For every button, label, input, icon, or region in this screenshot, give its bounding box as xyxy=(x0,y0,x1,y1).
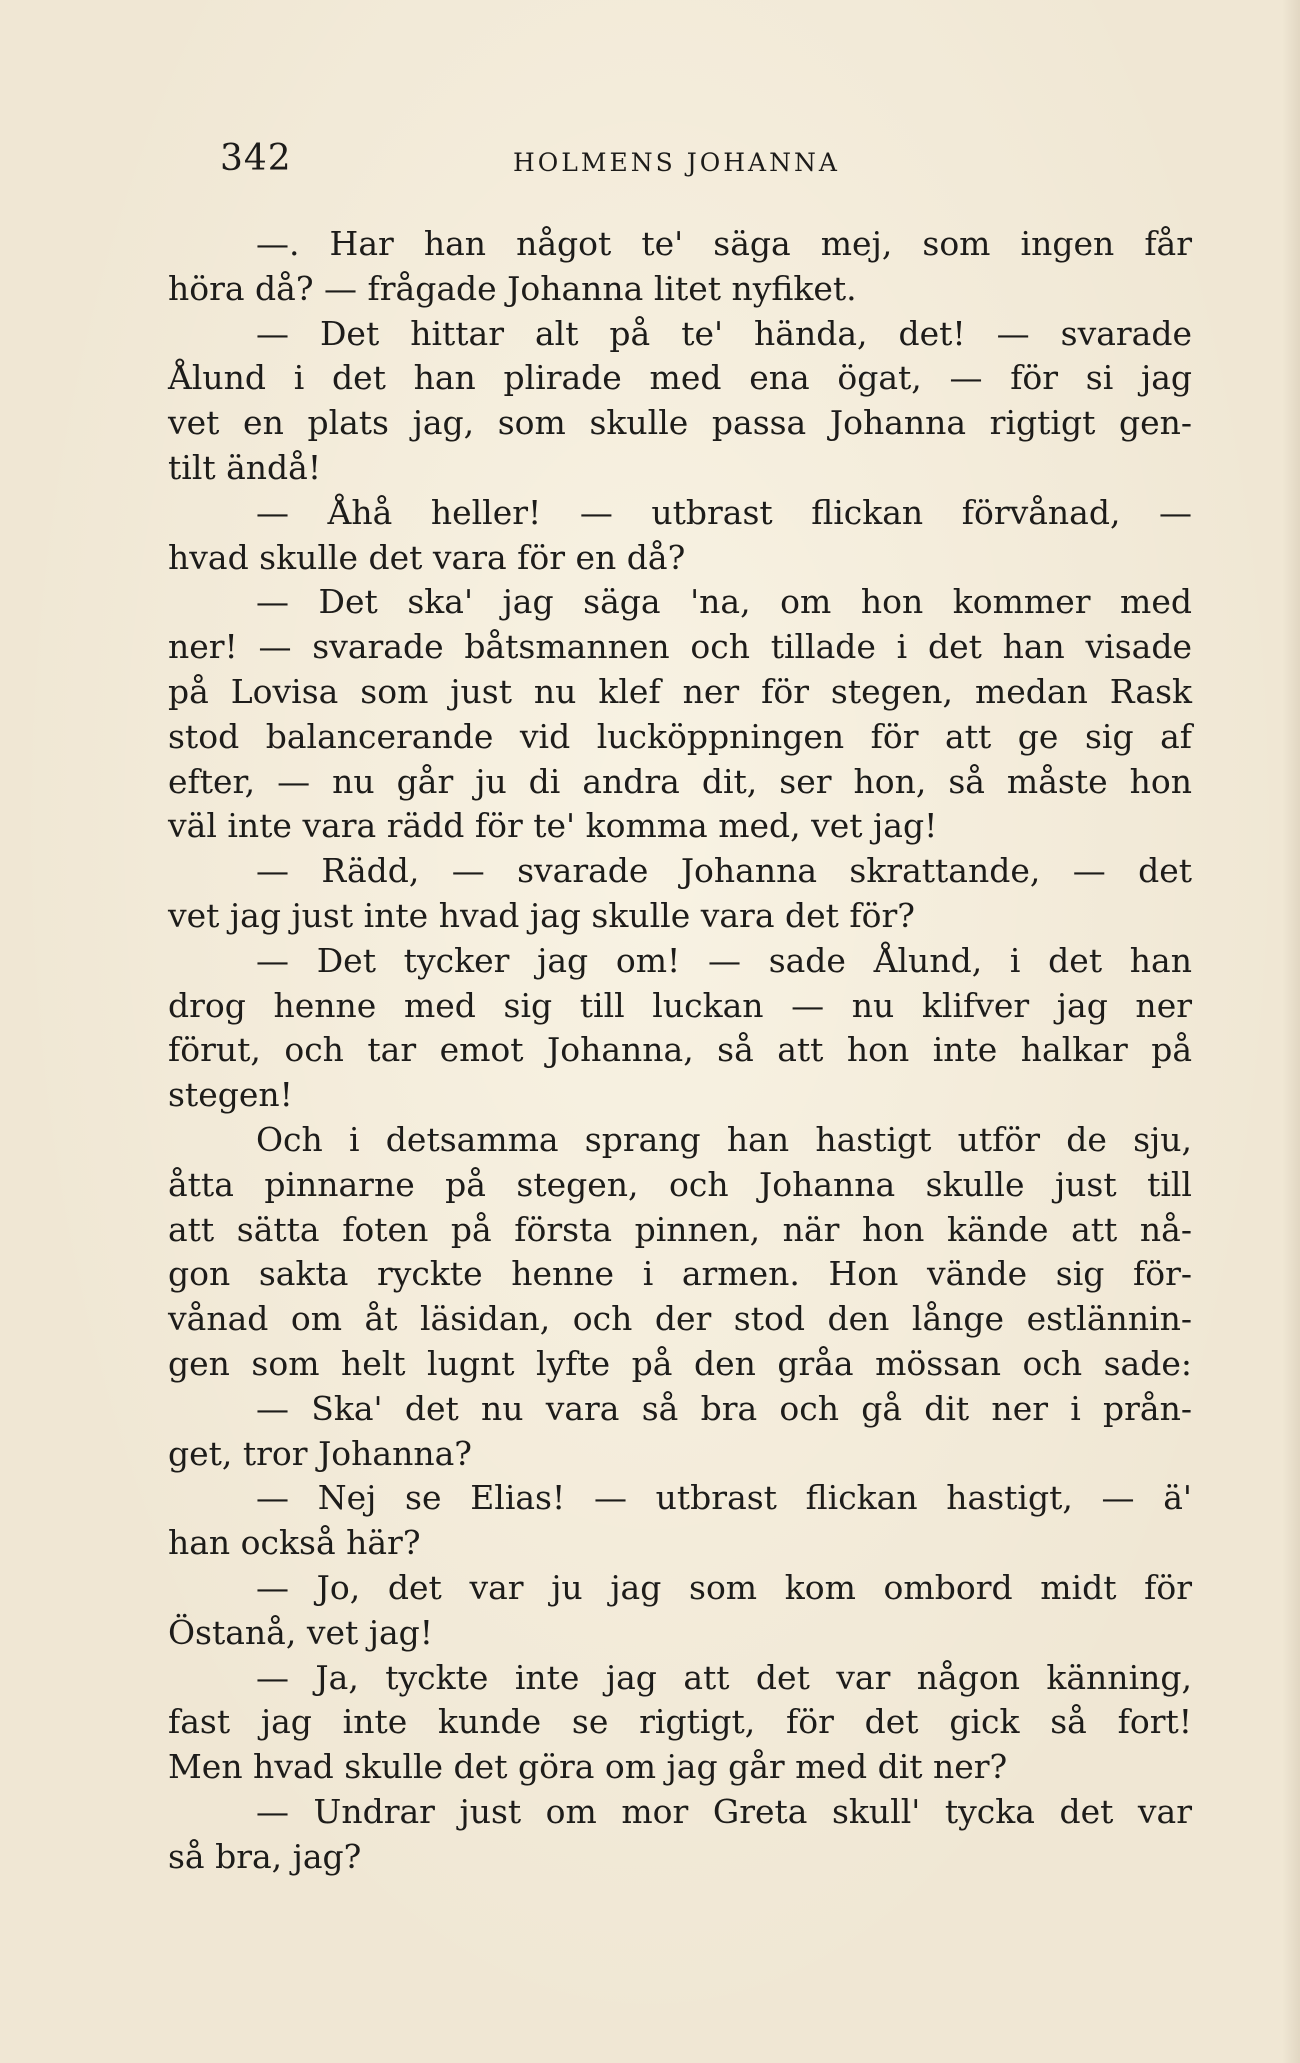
text-line: vånad om åt läsidan, och der stod den långe estlännin- xyxy=(168,1299,1192,1339)
text-line: vet en plats jag, som skulle passa Johanna rigtigt gen- xyxy=(168,403,1192,443)
text-line: efter, — nu går ju di andra dit, ser hon, så måste hon xyxy=(168,761,1192,801)
text-line: fast jag inte kunde se rigtigt, för det gick så fort! xyxy=(168,1702,1192,1742)
text-line: drog henne med sig till luckan — nu klifver jag ner xyxy=(168,985,1192,1025)
text-line: — Åhå heller! — utbrast flickan förvånad, — xyxy=(256,492,1192,532)
text-line: — Undrar just om mor Greta skull' tycka det var xyxy=(256,1791,1192,1831)
text-body xyxy=(168,222,1192,1879)
text-line: — Det hittar alt på te' hända, det! — svarade xyxy=(256,313,1192,353)
text-line: Ålund i det han plirade med ena ögat, — för si jag xyxy=(168,358,1192,398)
text-line: så bra, jag? xyxy=(168,1836,362,1876)
text-line: — Det tycker jag om! — sade Ålund, i det han xyxy=(256,940,1192,980)
text-line: hvad skulle det vara för en då? xyxy=(168,537,686,577)
text-line: stegen! xyxy=(168,1075,293,1115)
page-edge-shadow xyxy=(1282,0,1300,2063)
text-line: tilt ändå! xyxy=(168,447,322,487)
text-line: höra då? — frågade Johanna litet nyfiket. xyxy=(168,268,857,308)
text-line: — Rädd, — svarade Johanna skrattande, — det xyxy=(256,851,1192,891)
text-line: Men hvad skulle det göra om jag går med dit ner? xyxy=(168,1747,1008,1787)
text-line: vet jag just inte hvad jag skulle vara det för? xyxy=(168,895,915,935)
text-line: — Det ska' jag säga 'na, om hon kommer med xyxy=(256,582,1192,622)
text-line: åtta pinnarne på stegen, och Johanna skulle just till xyxy=(168,1164,1192,1204)
text-line: — Ja, tyckte inte jag att det var någon känning, xyxy=(256,1657,1192,1697)
page-number: 342 xyxy=(220,138,292,179)
text-line: get, tror Johanna? xyxy=(168,1433,472,1473)
text-line: —. Har han något te' säga mej, som ingen får xyxy=(256,224,1192,263)
text-line: på Lovisa som just nu klef ner för stegen, medan Rask xyxy=(168,671,1192,711)
text-line: Och i detsamma sprang han hastigt utför de sju, xyxy=(256,1119,1192,1159)
text-line: han också här? xyxy=(168,1523,421,1563)
text-line: — Nej se Elias! — utbrast flickan hastigt, — ä' xyxy=(256,1478,1192,1518)
text-line: ner! — svarade båtsmannen och tillade i det han visade xyxy=(168,627,1192,667)
text-line: gon sakta ryckte henne i armen. Hon vände sig för- xyxy=(168,1254,1192,1294)
running-title: HOLMENS JOHANNA xyxy=(513,148,840,177)
text-line: förut, och tar emot Johanna, så att hon inte halkar på xyxy=(168,1030,1192,1070)
text-line: Östanå, vet jag! xyxy=(168,1612,434,1652)
text-line: — Jo, det var ju jag som kom ombord midt för xyxy=(256,1567,1192,1607)
text-line: — Ska' det nu vara så bra och gå dit ner i prån- xyxy=(256,1388,1192,1428)
text-line: stod balancerande vid lucköppningen för att ge sig af xyxy=(168,716,1192,756)
text-line: att sätta foten på första pinnen, när hon kände att nå- xyxy=(168,1209,1192,1249)
text-line: gen som helt lugnt lyfte på den gråa mössan och sade: xyxy=(168,1343,1192,1383)
text-line: väl inte vara rädd för te' komma med, vet jag! xyxy=(168,806,938,846)
page-header xyxy=(168,138,1192,188)
